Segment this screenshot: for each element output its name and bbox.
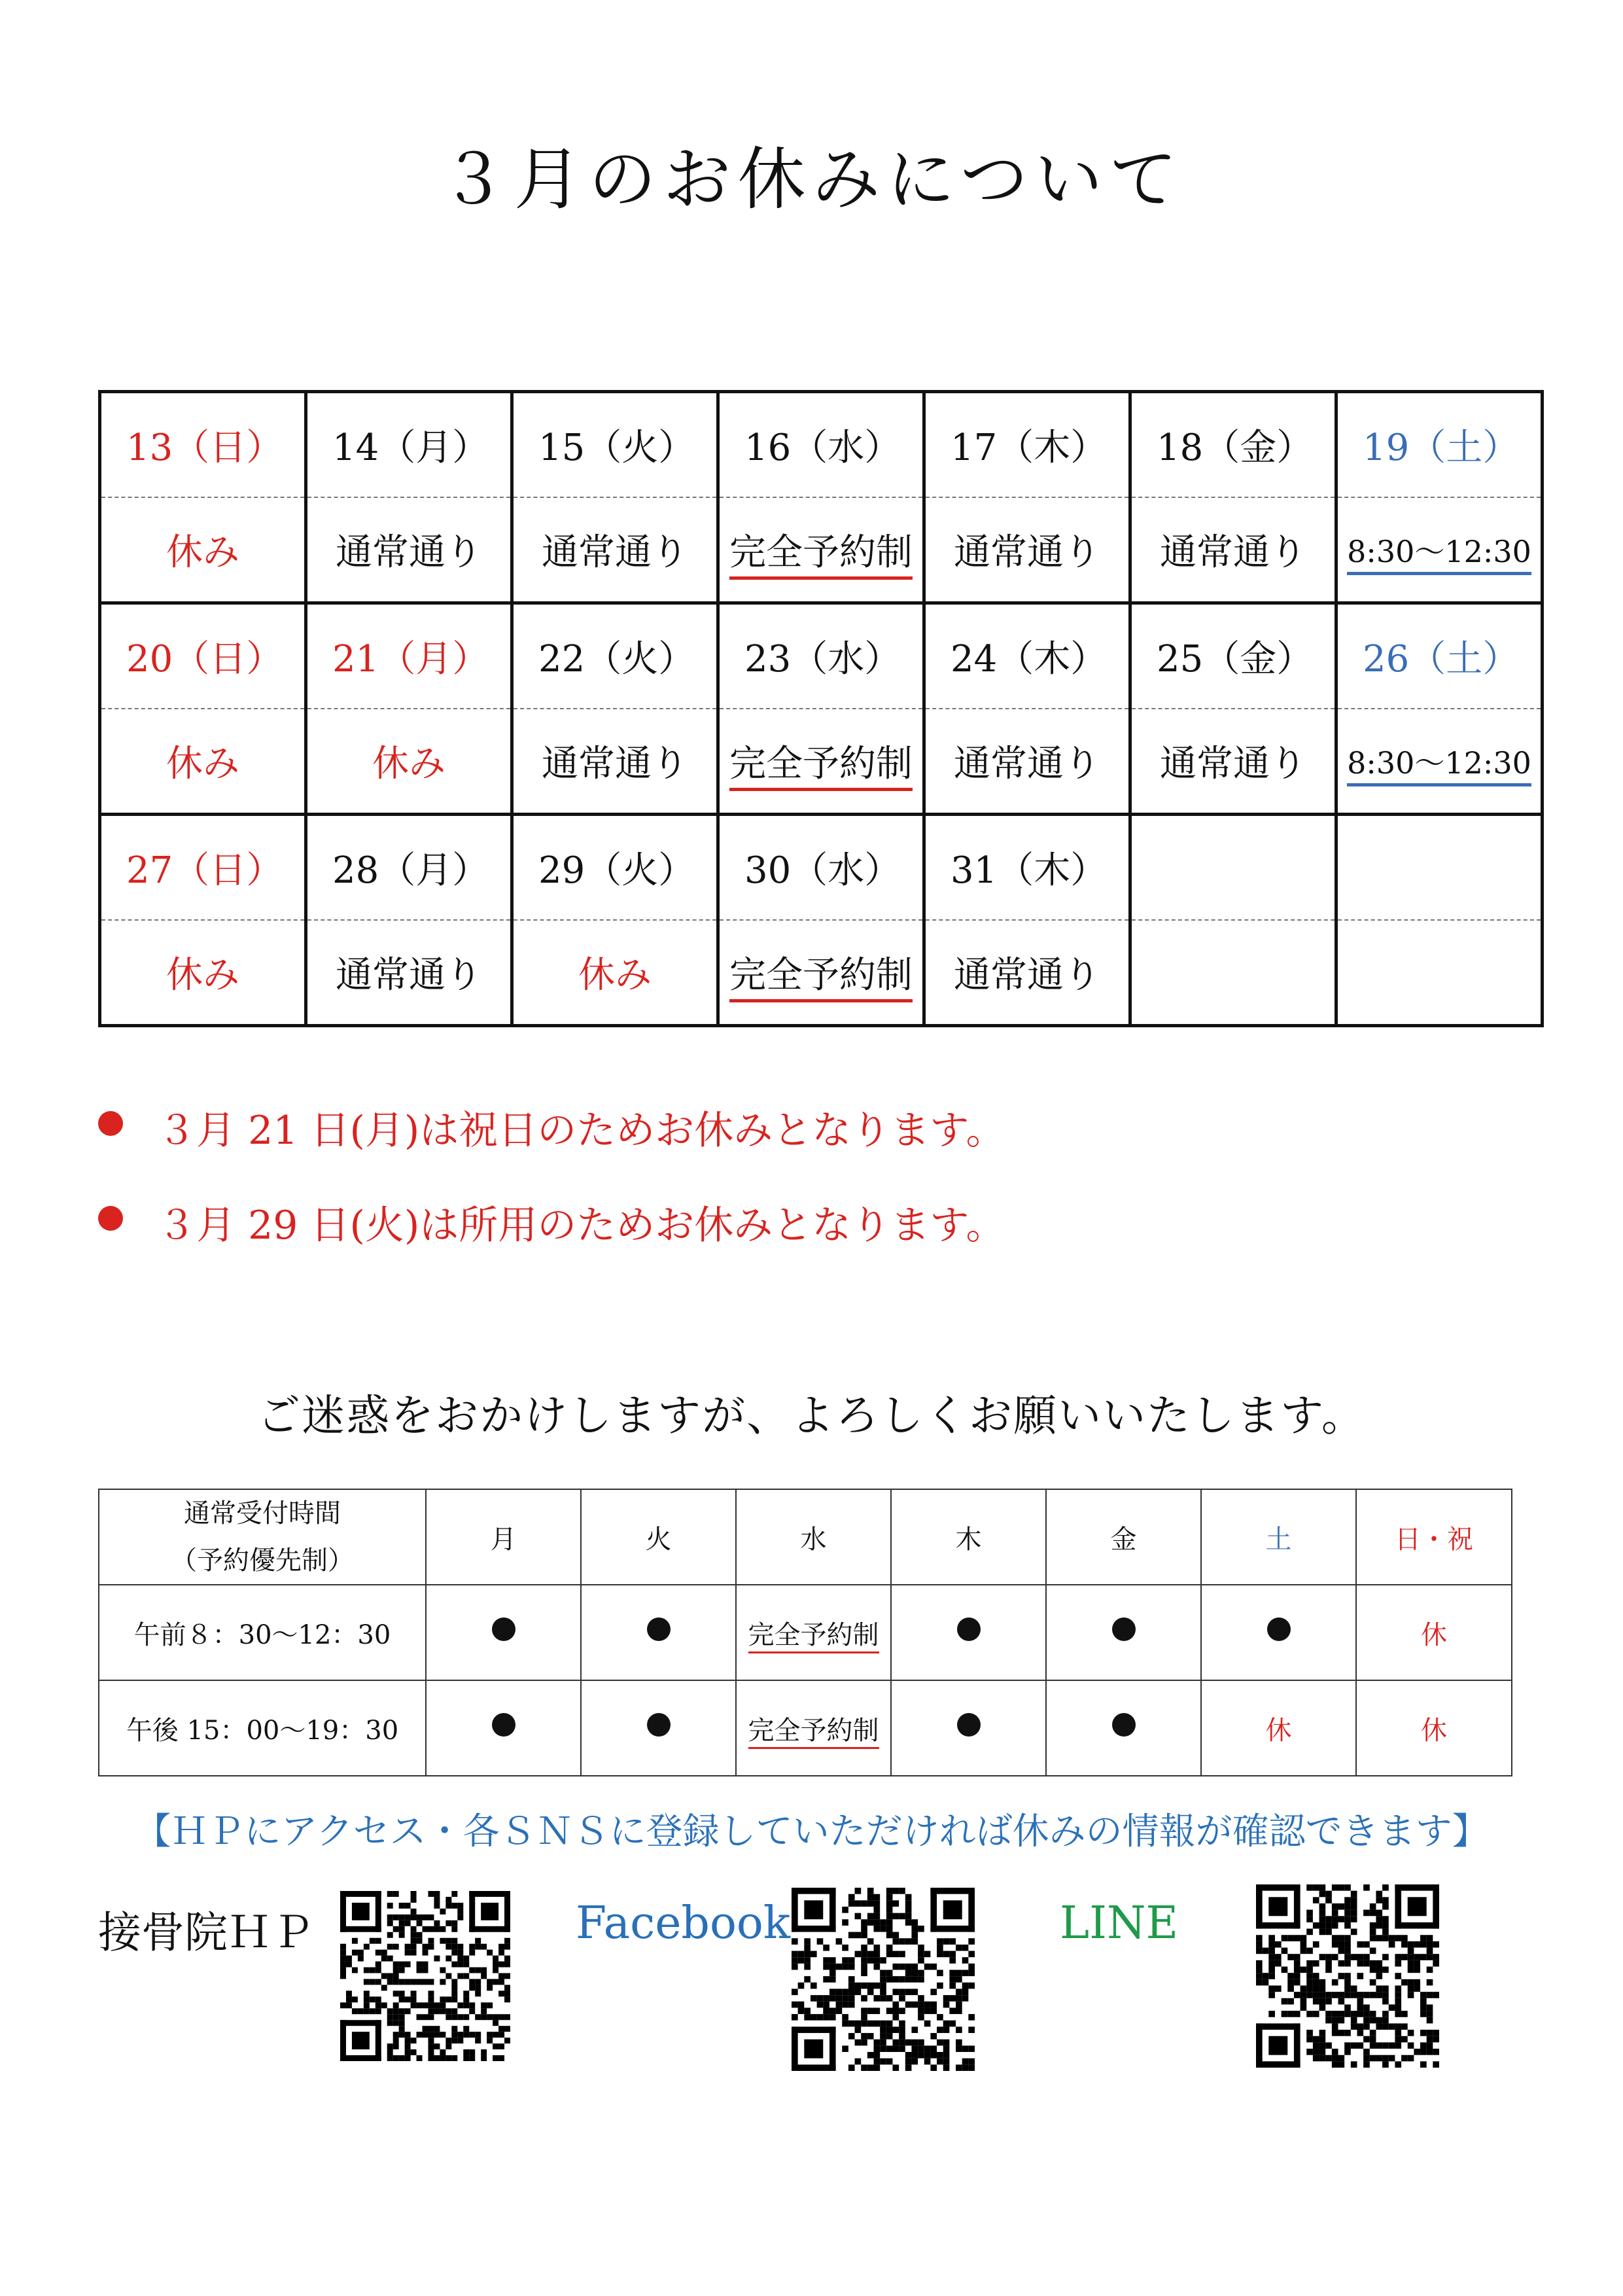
hours-row: [99, 1680, 1512, 1776]
hours-row-label: 午後 15：00～19：30: [99, 1680, 426, 1776]
bullet-icon: [957, 1617, 981, 1641]
calendar-date-cell: 19（土）: [1336, 392, 1543, 498]
calendar-status-text: 完全予約制: [729, 954, 913, 1002]
calendar-status-row: [100, 709, 1543, 815]
facebook-label: Facebook: [576, 1898, 791, 1949]
hours-label-line1: 通常受付時間: [184, 1498, 341, 1528]
calendar-date-row: [100, 392, 1543, 498]
calendar-status-text: 通常通り: [1160, 743, 1306, 785]
hours-cell-text: 休: [1421, 1619, 1447, 1650]
hours-cell-text: 休: [1421, 1715, 1447, 1746]
calendar-status-row: [100, 920, 1543, 1026]
calendar-status-cell: [924, 709, 1130, 815]
calendar-status-cell: [512, 920, 718, 1026]
open-bullet-cell: [426, 1585, 581, 1680]
calendar-date-cell: 21（月）: [306, 603, 512, 709]
calendar-date-cell: 30（水）: [718, 815, 924, 921]
calendar-status-cell: [100, 709, 306, 815]
red-dot-icon: [98, 1206, 123, 1231]
calendar-date-cell: 15（火）: [512, 392, 718, 498]
hours-cell-text: 完全予約制: [748, 1620, 879, 1653]
hours-cell-text: 休: [1265, 1715, 1292, 1746]
calendar-status-cell: [1336, 920, 1543, 1026]
calendar-date-cell: 26（土）: [1336, 603, 1543, 709]
calendar-status-text: 通常通り: [542, 531, 688, 574]
notes-list: [98, 1099, 1537, 1289]
bullet-icon: [1112, 1713, 1136, 1737]
open-bullet-cell: [1046, 1585, 1201, 1680]
bullet-icon: [647, 1617, 671, 1641]
calendar-status-text: 休み: [166, 531, 239, 574]
calendar-status-cell: [718, 709, 924, 815]
hours-label-line2: （予約優先制）: [171, 1545, 354, 1576]
bullet-icon: [492, 1713, 515, 1737]
note-item: [98, 1099, 1537, 1194]
note-text: ３月 21 日(月)は祝日のためお休みとなります。: [157, 1108, 1005, 1154]
bullet-icon: [647, 1713, 671, 1737]
bullet-icon: [492, 1617, 515, 1641]
calendar-status-text: 通常通り: [954, 954, 1100, 997]
calendar-status-text: 8:30～12:30: [1347, 745, 1531, 786]
hp-label: 接骨院ＨＰ: [98, 1907, 314, 1958]
apology-text: ご迷惑をおかけしますが、よろしくお願いいたします。: [257, 1390, 1366, 1441]
calendar-status-cell: [100, 920, 306, 1026]
hours-text-cell: [736, 1585, 891, 1680]
day-header: 水: [736, 1489, 891, 1585]
calendar-status-cell: [512, 497, 718, 603]
calendar-date-cell: 18（金）: [1130, 392, 1336, 498]
calendar-status-cell: [1336, 497, 1543, 603]
open-bullet-cell: [426, 1680, 581, 1776]
day-header: 日・祝: [1356, 1489, 1512, 1585]
hours-table: [98, 1489, 1512, 1776]
calendar-date-cell: [1336, 815, 1543, 921]
bullet-icon: [1112, 1617, 1136, 1641]
hp-qr-code-icon[interactable]: [340, 1891, 510, 2061]
calendar-status-text: 休み: [372, 743, 445, 785]
calendar-date-cell: 28（月）: [306, 815, 512, 921]
calendar-date-cell: 14（月）: [306, 392, 512, 498]
calendar-status-text: 休み: [166, 954, 239, 997]
calendar-date-cell: 29（火）: [512, 815, 718, 921]
bullet-icon: [1267, 1617, 1291, 1641]
day-header: 月: [426, 1489, 581, 1585]
note-item: [98, 1194, 1537, 1289]
calendar-date-cell: 17（木）: [924, 392, 1130, 498]
hours-text-cell: [1201, 1680, 1356, 1776]
calendar-status-text: 通常通り: [954, 743, 1100, 785]
calendar-status-cell: [1130, 920, 1336, 1026]
calendar-date-cell: 16（水）: [718, 392, 924, 498]
note-text: ３月 29 日(火)は所用のためお休みとなります。: [157, 1203, 1005, 1248]
calendar-status-text: 8:30～12:30: [1347, 534, 1531, 575]
calendar-date-cell: [1130, 815, 1336, 921]
line-qr-code-icon[interactable]: [1256, 1884, 1439, 2068]
calendar-status-cell: [718, 920, 924, 1026]
calendar-status-cell: [100, 497, 306, 603]
calendar-status-cell: [306, 709, 512, 815]
calendar-status-text: 休み: [578, 954, 652, 997]
day-header: 土: [1201, 1489, 1356, 1585]
calendar-date-cell: 24（木）: [924, 603, 1130, 709]
open-bullet-cell: [581, 1585, 736, 1680]
access-banner: 【ＨＰにアクセス・各ＳＮＳに登録していただければ休みの情報が確認できます】: [134, 1810, 1489, 1853]
calendar-date-cell: 23（水）: [718, 603, 924, 709]
calendar-date-cell: 20（日）: [100, 603, 306, 709]
calendar-date-cell: 13（日）: [100, 392, 306, 498]
day-header: 木: [891, 1489, 1046, 1585]
calendar-date-cell: 22（火）: [512, 603, 718, 709]
calendar-status-cell: [306, 920, 512, 1026]
bullet-icon: [957, 1713, 981, 1737]
calendar-status-text: 通常通り: [1160, 531, 1306, 574]
calendar-status-text: 休み: [166, 743, 239, 785]
calendar-status-cell: [1336, 709, 1543, 815]
calendar-status-cell: [924, 920, 1130, 1026]
calendar-status-cell: [924, 497, 1130, 603]
day-header: 火: [581, 1489, 736, 1585]
calendar-status-text: 通常通り: [336, 954, 482, 997]
hours-text-cell: [1356, 1680, 1512, 1776]
open-bullet-cell: [581, 1680, 736, 1776]
calendar-date-cell: 25（金）: [1130, 603, 1336, 709]
calendar-status-cell: [718, 497, 924, 603]
calendar-status-cell: [1130, 497, 1336, 603]
calendar-status-cell: [512, 709, 718, 815]
calendar-status-text: 完全予約制: [729, 743, 913, 791]
calendar-status-cell: [306, 497, 512, 603]
open-bullet-cell: [891, 1680, 1046, 1776]
calendar-table: [98, 390, 1544, 1027]
calendar-status-text: 完全予約制: [729, 531, 913, 580]
line-label: LINE: [1060, 1898, 1179, 1949]
hours-header-label: [99, 1489, 426, 1585]
open-bullet-cell: [1201, 1585, 1356, 1680]
calendar-status-text: 通常通り: [954, 531, 1100, 574]
calendar-status-text: 通常通り: [542, 743, 688, 785]
hours-text-cell: [1356, 1585, 1512, 1680]
hours-cell-text: 完全予約制: [748, 1716, 879, 1749]
calendar-status-text: 通常通り: [336, 531, 482, 574]
open-bullet-cell: [891, 1585, 1046, 1680]
calendar-date-row: [100, 815, 1543, 921]
hours-row-label: 午前８：30～12：30: [99, 1585, 426, 1680]
calendar-status-row: [100, 497, 1543, 603]
calendar-status-cell: [1130, 709, 1336, 815]
hours-row: [99, 1585, 1512, 1680]
open-bullet-cell: [1046, 1680, 1201, 1776]
hours-header-row: [99, 1489, 1512, 1585]
calendar-date-cell: 27（日）: [100, 815, 306, 921]
hours-text-cell: [736, 1680, 891, 1776]
page-title: ３月のお休みについて: [439, 139, 1184, 219]
calendar-date-row: [100, 603, 1543, 709]
calendar-date-cell: 31（木）: [924, 815, 1130, 921]
day-header: 金: [1046, 1489, 1201, 1585]
facebook-qr-code-icon[interactable]: [792, 1888, 975, 2071]
red-dot-icon: [98, 1111, 123, 1136]
